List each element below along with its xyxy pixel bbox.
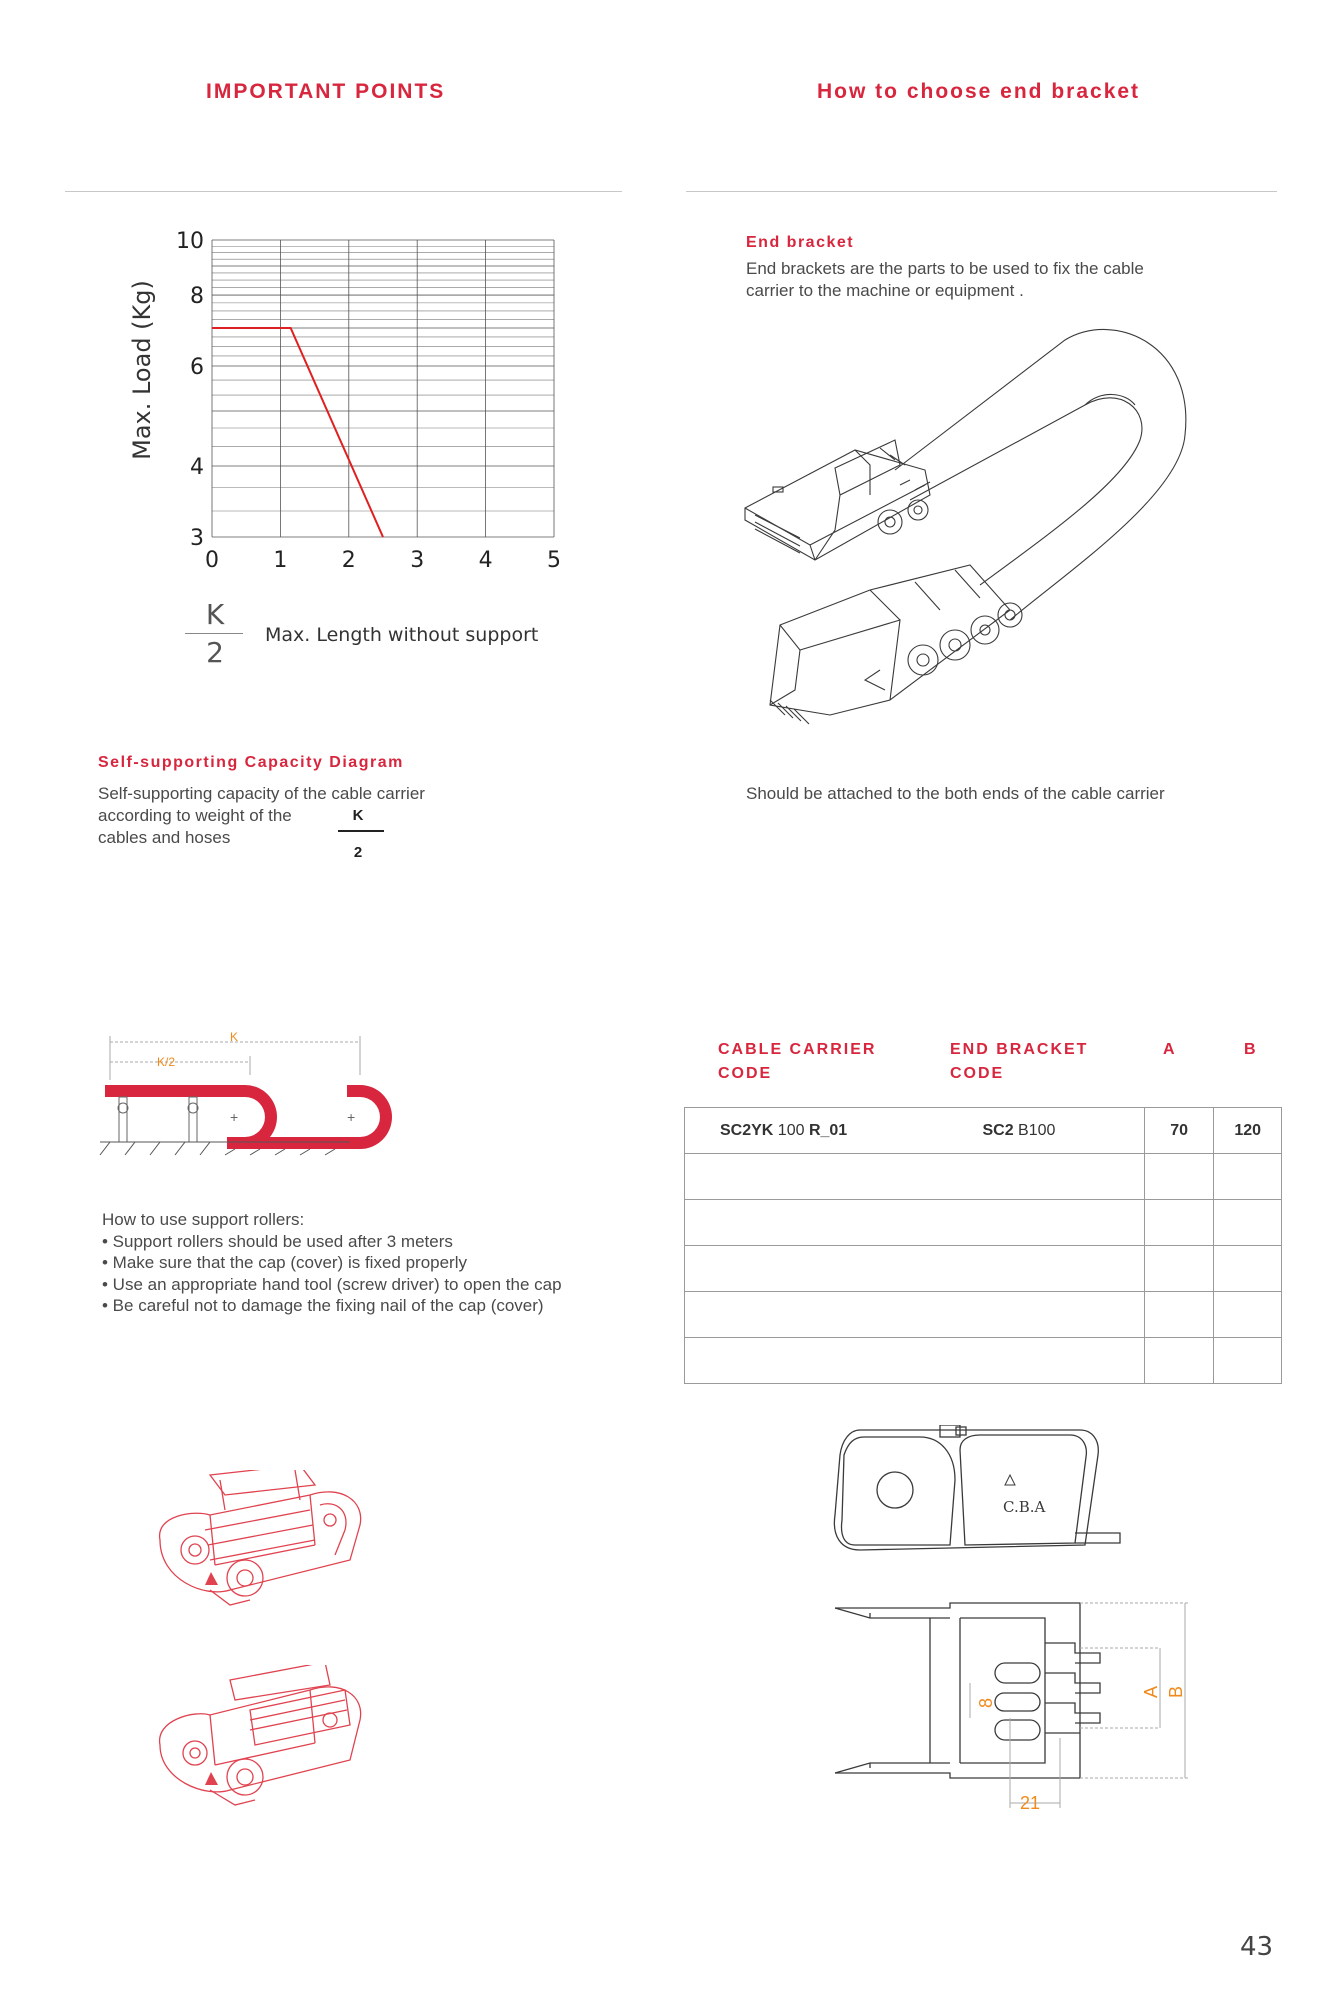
divider-right — [686, 191, 1277, 192]
y-tick-label: 8 — [190, 284, 204, 310]
dim-21-label: 21 — [1020, 1793, 1041, 1813]
y-tick-labels — [176, 229, 204, 551]
support-roller-diagram — [95, 1030, 415, 1165]
th-b: B — [1244, 1041, 1258, 1058]
xlabel-fraction-denominator: 2 — [206, 636, 224, 669]
y-tick-label: 6 — [190, 355, 204, 381]
end-bracket-section-title: How to choose end bracket — [817, 80, 1141, 103]
self-supporting-line1: Self-supporting capacity of the cable carrier — [98, 784, 425, 803]
end-bracket-table — [684, 1107, 1282, 1384]
dim-k-label: K — [230, 1030, 239, 1044]
table-row — [685, 1292, 1282, 1338]
bracket-top-view — [830, 1598, 1200, 1813]
divider-left — [65, 191, 622, 192]
dim-8-label: 8 — [976, 1697, 996, 1708]
end-bracket-line2: carrier to the machine or equipment . — [746, 281, 1024, 300]
x-tick-label: 3 — [410, 548, 425, 573]
table-row — [685, 1338, 1282, 1384]
th-bracket-line1: END BRACKET — [950, 1041, 1089, 1058]
self-supporting-line2: according to weight of the — [98, 806, 292, 825]
xlabel-text: Max. Length without support — [265, 624, 539, 646]
rollers-intro: How to use support rollers: — [102, 1210, 305, 1229]
x-tick-label: 1 — [273, 548, 288, 573]
rollers-item-2: • Make sure that the cap (cover) is fixed properly — [102, 1253, 467, 1272]
self-supporting-heading: Self-supporting Capacity Diagram — [98, 754, 404, 771]
chart-series-line — [212, 328, 383, 537]
chain-link-illustration-top — [150, 1470, 390, 1625]
dim-b-label: B — [1166, 1685, 1186, 1698]
page-number: 43 — [1240, 1932, 1274, 1962]
self-supporting-frac-den: 2 — [353, 844, 363, 861]
rollers-item-4: • Be careful not to damage the fixing nail of the cap (cover) — [102, 1296, 544, 1315]
important-points-title: IMPORTANT POINTS — [206, 80, 446, 103]
rollers-item-1: • Support rollers should be used after 3 meters — [102, 1232, 453, 1251]
table-row — [685, 1154, 1282, 1200]
bracket-brand-label: C.B.A — [1003, 1498, 1046, 1516]
x-tick-label: 4 — [478, 548, 493, 573]
chain-link-illustration-bottom — [150, 1665, 390, 1825]
xlabel-fraction-numerator: K — [205, 598, 225, 631]
self-supporting-frac-bar — [338, 830, 384, 832]
x-tick-label: 5 — [547, 548, 561, 573]
end-bracket-caption: Should be attached to the both ends of the cable carrier — [746, 784, 1165, 803]
y-axis-label: Max. Load (Kg) — [128, 280, 156, 460]
x-tick-label: 0 — [205, 548, 219, 573]
capacity-chart — [120, 225, 590, 580]
cell-carrier-code: SC2YK 100 R_01 — [685, 1108, 983, 1154]
dim-a-label: A — [1141, 1685, 1161, 1698]
y-tick-label: 4 — [190, 455, 204, 481]
table-row — [685, 1108, 1282, 1154]
cell-b: 120 — [1214, 1108, 1282, 1154]
bracket-side-view — [830, 1425, 1130, 1560]
table-row — [685, 1246, 1282, 1292]
cell-bracket-code: SC2 B100 — [982, 1108, 1144, 1154]
self-supporting-frac-num: K — [352, 807, 364, 824]
cable-carrier-drawing — [740, 320, 1210, 750]
dim-k2-label: K/2 — [157, 1055, 176, 1069]
rollers-item-3: • Use an appropriate hand tool (screw driver) to open the cap — [102, 1275, 562, 1294]
self-supporting-line3: cables and hoses — [98, 828, 231, 847]
x-tick-labels — [205, 548, 561, 573]
x-tick-label: 2 — [341, 548, 356, 573]
svg-text:+: + — [347, 1109, 356, 1125]
y-tick-label: 3 — [190, 526, 204, 551]
th-carrier-line1: CABLE CARRIER — [718, 1041, 877, 1058]
end-bracket-line1: End brackets are the parts to be used to fix the cable — [746, 259, 1144, 278]
y-tick-label: 10 — [176, 229, 204, 254]
th-bracket-line2: CODE — [950, 1065, 1005, 1082]
svg-text:+: + — [230, 1109, 239, 1125]
th-carrier-line2: CODE — [718, 1065, 773, 1082]
chart-grid — [212, 240, 554, 537]
xlabel-fraction-bar — [185, 633, 243, 634]
cell-a: 70 — [1144, 1108, 1214, 1154]
table-row — [685, 1200, 1282, 1246]
th-a: A — [1163, 1041, 1177, 1058]
end-bracket-heading: End bracket — [746, 234, 855, 251]
